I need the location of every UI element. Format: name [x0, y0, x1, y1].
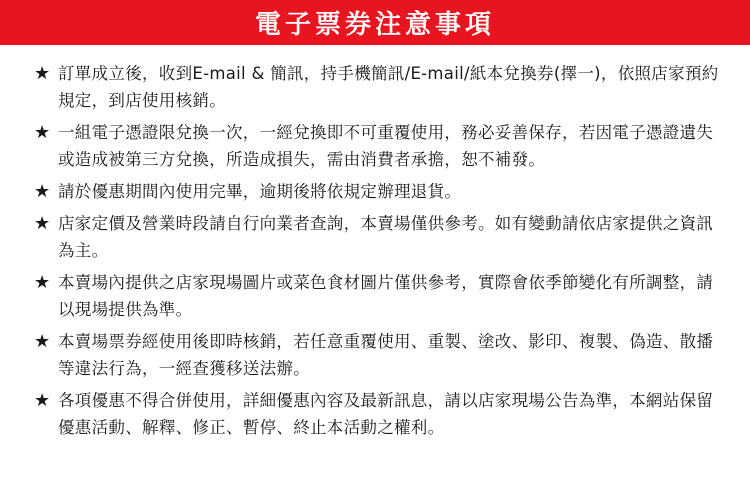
- star-icon: ★: [34, 181, 51, 202]
- star-icon: ★: [34, 331, 51, 352]
- notice-text: 一組電子憑證限兌換一次，一經兌換即不可重覆使用，務必妥善保存，若因電子憑證遺失或造成被第三方兌換，所造成損失，需由消費者承擔，恕不補發。: [58, 123, 714, 169]
- notice-text: 本賣場內提供之店家現場圖片或菜色食材圖片僅供參考，實際會依季節變化有所調整，請以現場提供為準。: [58, 273, 714, 319]
- star-icon: ★: [34, 122, 51, 143]
- page-title: 電子票券注意事項: [254, 10, 495, 40]
- notice-text: 各項優惠不得合併使用，詳細優惠內容及最新訊息，請以店家現場公告為準，本網站保留優惠活動、解釋、修正、暫停、終止本活動之權利。: [58, 391, 714, 437]
- list-item: [34, 210, 724, 264]
- list-item: [34, 119, 724, 173]
- star-icon: ★: [34, 272, 51, 293]
- notice-list: [34, 60, 724, 446]
- notice-text: 訂單成立後，收到E-mail & 簡訊，持手機簡訊/E-mail/紙本兌換券(擇一)，依照店家預約規定，到店使用核銷。: [58, 64, 719, 110]
- list-item: [34, 269, 724, 323]
- list-item: [34, 60, 724, 114]
- notice-text: 請於優惠期間內使用完畢，逾期後將依規定辦理退貨。: [58, 182, 462, 201]
- notice-text: 本賣場票券經使用後即時核銷，若任意重覆使用、重製、塗改、影印、複製、偽造、散播等違法行為，一經查獲移送法辦。: [58, 332, 714, 378]
- header-banner: [0, 0, 750, 45]
- star-icon: ★: [34, 63, 51, 84]
- notice-text: 店家定價及營業時段請自行向業者查詢，本賣場僅供參考。如有變動請依店家提供之資訊為主。: [58, 214, 714, 260]
- list-item: [34, 387, 724, 441]
- list-item: [34, 328, 724, 382]
- list-item: [34, 178, 724, 205]
- star-icon: ★: [34, 390, 51, 411]
- star-icon: ★: [34, 213, 51, 234]
